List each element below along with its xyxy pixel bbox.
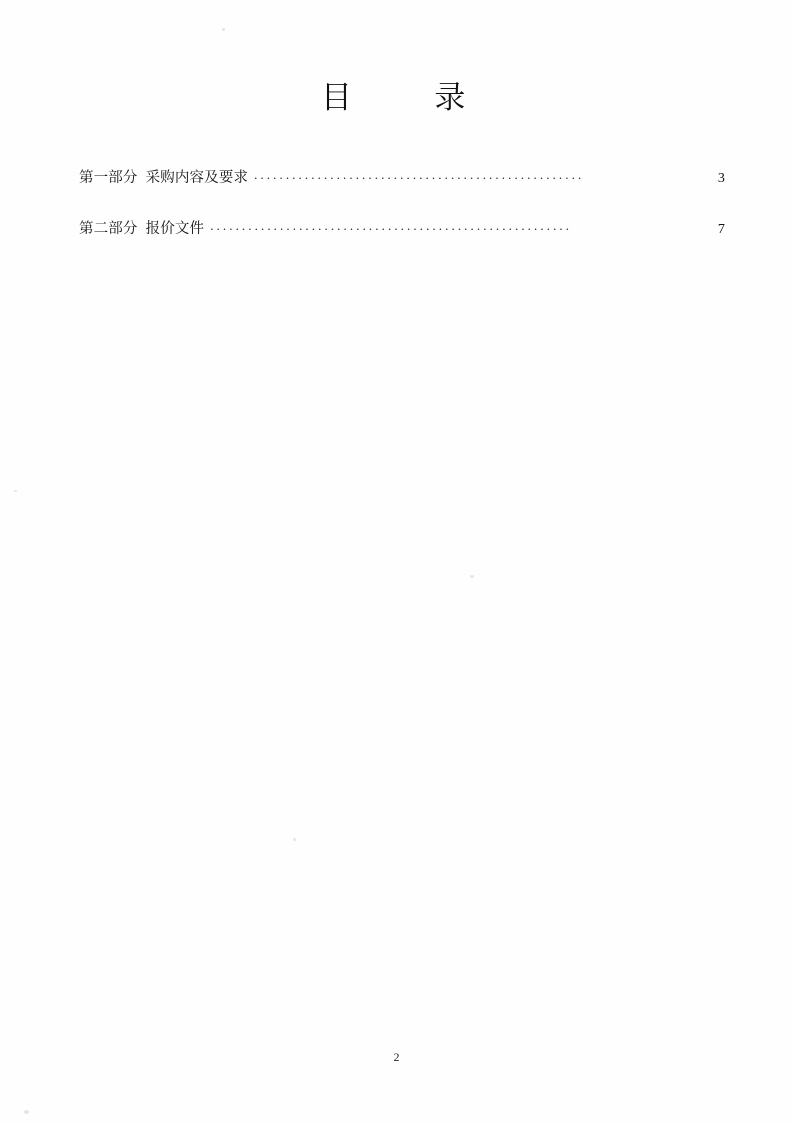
- toc-entry-title: 采购内容及要求: [145, 170, 249, 186]
- toc-entry-part-label: 第一部分: [79, 170, 138, 186]
- table-of-contents: [79, 168, 725, 270]
- toc-leader-dots: .........................................................: [210, 217, 573, 233]
- paper-speck: [24, 1110, 29, 1114]
- toc-entry-part-label: 第二部分: [79, 220, 138, 237]
- toc-leader-dots: ....................................................: [254, 167, 585, 182]
- toc-entry-part-2[interactable]: [79, 219, 725, 241]
- paper-speck: [470, 575, 474, 578]
- toc-entry-part-1[interactable]: [79, 168, 725, 190]
- page-footer-number: 2: [393, 1050, 400, 1064]
- toc-entry-page-number: 7: [717, 221, 725, 237]
- paper-speck: [293, 838, 296, 841]
- paper-speck: [222, 28, 225, 31]
- paper-speck: [14, 490, 17, 492]
- toc-entry-title: 报价文件: [145, 220, 205, 237]
- toc-entry-page-number: 3: [717, 171, 725, 186]
- page-title: 目 录: [320, 80, 473, 115]
